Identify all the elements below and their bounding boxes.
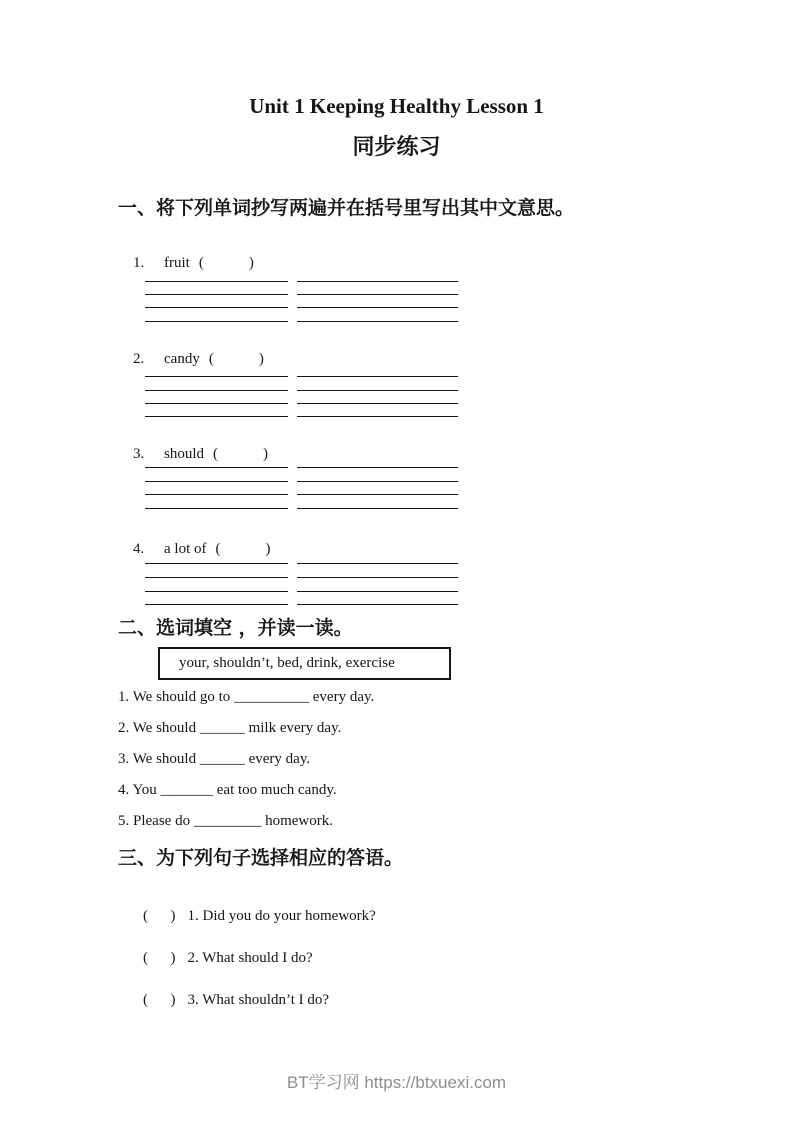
writing-line <box>145 376 288 377</box>
question-text: 3. What shouldn’t I do? <box>187 992 330 1008</box>
word-item-word: fruit <box>164 255 190 271</box>
answer-match-question-3 <box>128 975 329 1026</box>
word-item-3 <box>118 429 268 480</box>
question-text: 1. Did you do your homework? <box>187 908 376 924</box>
answer-blank: ( ) <box>143 992 176 1008</box>
worksheet-title: Unit 1 Keeping Healthy Lesson 1 <box>249 94 544 118</box>
fill-blank-sentence-2: 2. We should ______ milk every day. <box>118 720 342 736</box>
word-bank-words: your, shouldn’t, bed, drink, exercise <box>179 655 395 671</box>
writing-line <box>297 577 458 578</box>
writing-line <box>145 416 288 417</box>
worksheet-subtitle: 同步练习 <box>352 135 441 160</box>
fill-blank-sentence-3: 3. We should ______ every day. <box>118 751 311 767</box>
writing-line <box>297 321 458 322</box>
fill-blank-sentence-4: 4. You _______ eat too much candy. <box>118 782 337 798</box>
word-item-number: 4. <box>133 541 145 557</box>
section-three-heading: 三、为下列句子选择相应的答语。 <box>118 847 404 869</box>
writing-line <box>297 294 458 295</box>
section-one-heading: 一、将下列单词抄写两遍并在括号里写出其中文意思。 <box>118 197 575 219</box>
writing-line <box>145 307 288 308</box>
answer-blank: ( ) <box>143 950 176 966</box>
writing-line <box>145 390 288 391</box>
writing-line <box>145 563 288 564</box>
writing-line <box>297 403 458 404</box>
fill-blank-sentence-1: 1. We should go to __________ every day. <box>118 689 375 705</box>
writing-line <box>145 467 288 468</box>
section-two-heading: 二、选词填空 ，并读一读。 <box>118 617 353 639</box>
writing-line <box>297 508 458 509</box>
writing-line <box>145 281 288 282</box>
writing-line <box>297 604 458 605</box>
word-item-meaning-blank: ( ) <box>213 446 269 462</box>
writing-line <box>297 307 458 308</box>
word-item-word: should <box>164 446 205 462</box>
writing-line <box>145 577 288 578</box>
word-item-word: candy <box>164 351 200 367</box>
answer-blank: ( ) <box>143 908 176 924</box>
writing-line <box>297 390 458 391</box>
question-text: 2. What should I do? <box>187 950 313 966</box>
word-item-meaning-blank: ( ) <box>215 541 271 557</box>
writing-line <box>145 591 288 592</box>
word-item-number: 2. <box>133 351 145 367</box>
writing-line <box>145 508 288 509</box>
writing-line <box>145 481 288 482</box>
word-item-number: 1. <box>133 255 145 271</box>
writing-line <box>297 591 458 592</box>
writing-line <box>297 281 458 282</box>
writing-line <box>297 416 458 417</box>
footer-watermark: BT学习网 https://btxuexi.com <box>286 1073 507 1092</box>
word-item-4 <box>118 524 271 575</box>
word-bank-box <box>158 647 451 680</box>
writing-line <box>297 467 458 468</box>
writing-line <box>297 481 458 482</box>
word-item-word: a lot of <box>164 541 207 557</box>
writing-line <box>297 376 458 377</box>
writing-line <box>145 604 288 605</box>
word-item-number: 3. <box>133 446 145 462</box>
writing-line <box>297 563 458 564</box>
writing-line <box>145 494 288 495</box>
writing-line <box>145 403 288 404</box>
word-item-meaning-blank: ( ) <box>208 351 264 367</box>
word-item-meaning-blank: ( ) <box>198 255 254 271</box>
fill-blank-sentence-5: 5. Please do _________ homework. <box>118 813 333 829</box>
writing-line <box>145 321 288 322</box>
writing-line <box>145 294 288 295</box>
word-item-2 <box>118 334 264 385</box>
writing-line <box>297 494 458 495</box>
